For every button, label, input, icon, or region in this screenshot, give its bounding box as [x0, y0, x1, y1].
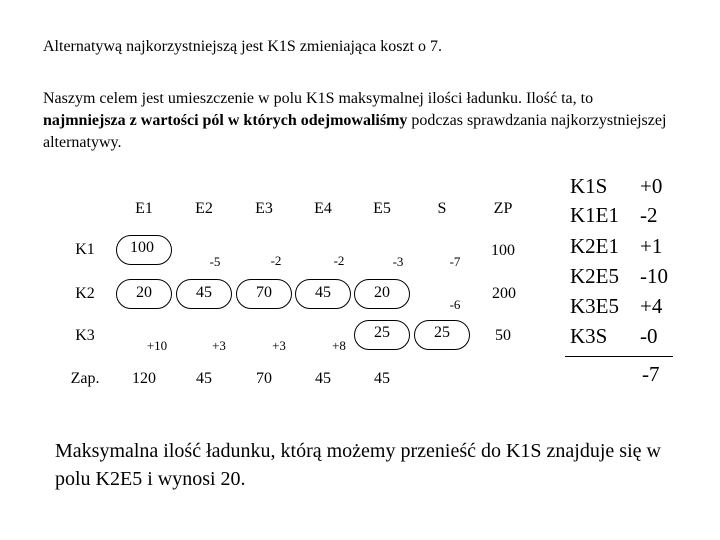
cell-k3-e3: +3 — [272, 338, 286, 353]
cell-zap-e1: 120 — [132, 370, 156, 387]
cell-k2-zp: 200 — [492, 285, 516, 302]
row-label-k3: K3 — [75, 327, 95, 344]
col-header-zp: ZP — [493, 200, 513, 217]
cell-k2-e4: 45 — [315, 284, 331, 301]
cell-zap-e3: 70 — [256, 370, 272, 387]
cell-k2-s: -6 — [449, 297, 461, 312]
cycle-change-5: +4 — [640, 294, 663, 318]
cycle-cell-1: K1S — [570, 174, 608, 198]
cell-k1-s: -7 — [449, 254, 461, 269]
paragraph-part1: Naszym celem jest umieszczenie w polu K1S maksymalnej ilości ładunku. Ilość ta, to — [43, 90, 594, 107]
cycle-change-2: -2 — [640, 203, 658, 227]
cycle-cell-6: K3S — [570, 324, 608, 348]
sum-rule — [565, 356, 673, 357]
cycle-cell-5: K3E5 — [570, 294, 619, 318]
cell-k1-e5: -3 — [392, 254, 404, 269]
cycle-change-6: -0 — [640, 324, 658, 348]
cycle-change-4: -10 — [640, 264, 668, 288]
intro-line: Alternatywą najkorzystniejszą jest K1S zmieniająca koszt o 7. — [43, 38, 442, 55]
cell-zap-e4: 45 — [315, 370, 331, 387]
cycle-cell-2: K1E1 — [570, 203, 619, 227]
cycle-change-1: +0 — [640, 174, 663, 198]
cycle-cell-4: K2E5 — [570, 264, 619, 288]
row-label-k2: K2 — [75, 285, 95, 302]
paragraph-bold: najmniejsza z wartości pól w których odejmowaliśmy — [43, 112, 408, 129]
col-header-e5: E5 — [373, 200, 391, 217]
col-header-e3: E3 — [255, 200, 273, 217]
cell-k3-e2: +3 — [212, 338, 226, 353]
cell-k3-s: 25 — [434, 324, 450, 341]
paragraph-part2: podczas sprawdzania najkorzystniejszej alternatywy. — [43, 112, 667, 151]
cell-k3-zp: 50 — [495, 327, 511, 344]
cell-k3-e5: 25 — [374, 324, 390, 341]
cell-k3-e1: +10 — [146, 338, 168, 353]
cell-k1-e2: -5 — [209, 254, 221, 269]
cycle-cell-3: K2E1 — [570, 234, 619, 258]
cell-k2-e5: 20 — [374, 284, 390, 301]
cycle-change-3: +1 — [640, 234, 663, 258]
col-header-e1: E1 — [135, 200, 153, 217]
row-label-k1: K1 — [75, 241, 95, 258]
cycle-total: -7 — [642, 362, 660, 386]
cell-k2-e2: 45 — [196, 284, 212, 301]
cell-k3-e4: +8 — [332, 338, 346, 353]
cell-k2-e3: 70 — [256, 284, 272, 301]
cell-k2-e1: 20 — [136, 284, 152, 301]
cell-k1-e4: -2 — [333, 253, 345, 268]
conclusion-text: Maksymalna ilość ładunku, którą możemy przenieść do K1S znajduje się w polu K2E5 i wynosi 20. — [55, 440, 661, 490]
col-header-e4: E4 — [314, 200, 332, 217]
col-header-s: S — [437, 200, 447, 217]
cell-k1-e1: 100 — [130, 239, 154, 256]
cell-zap-e2: 45 — [196, 370, 212, 387]
row-label-zap: Zap. — [70, 370, 100, 387]
cell-k1-zp: 100 — [491, 242, 515, 259]
cell-k1-e3: -2 — [270, 253, 282, 268]
cell-zap-e5: 45 — [374, 370, 390, 387]
col-header-e2: E2 — [195, 200, 213, 217]
